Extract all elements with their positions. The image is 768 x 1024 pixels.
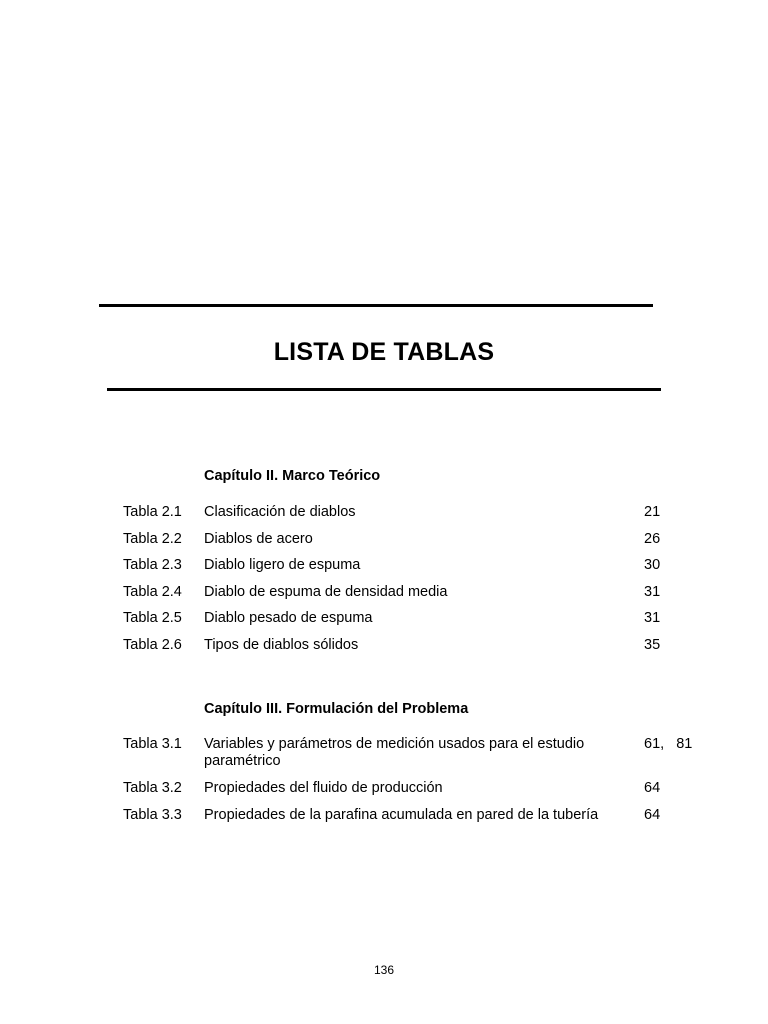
entry-description: Diablo de espuma de densidad media — [204, 584, 448, 600]
entry-description: Variables y parámetros de medición usados para el estudio paramétrico — [204, 736, 585, 769]
entry-page: 30 — [644, 557, 661, 573]
entry-label: Tabla 3.1 — [123, 736, 182, 752]
title-bottom-rule — [107, 388, 661, 391]
entry-page: 64 — [644, 780, 661, 796]
entry-label: Tabla 3.2 — [123, 780, 182, 796]
entry-label: Tabla 2.4 — [123, 584, 182, 600]
entry-label: Tabla 2.3 — [123, 557, 182, 573]
entry-description: Diablo pesado de espuma — [204, 610, 373, 626]
entry-page: 35 — [644, 637, 661, 653]
entry-label: Tabla 3.3 — [123, 807, 182, 823]
entry-description: Diablos de acero — [204, 531, 313, 547]
entry-label: Tabla 2.1 — [123, 504, 182, 520]
chapter-heading: Capítulo II. Marco Teórico — [204, 468, 381, 484]
entry-label: Tabla 2.2 — [123, 531, 182, 547]
entry-label: Tabla 2.5 — [123, 610, 182, 626]
entry-description: Propiedades del fluido de producción — [204, 780, 443, 796]
title-top-rule — [99, 304, 653, 307]
entry-page: 21 — [644, 504, 661, 520]
entry-page: 26 — [644, 531, 661, 547]
chapter-heading: Capítulo III. Formulación del Problema — [204, 701, 469, 717]
entry-page: 61, 81 — [644, 736, 693, 752]
entry-page: 31 — [644, 610, 661, 626]
entry-description: Clasificación de diablos — [204, 504, 356, 520]
entry-label: Tabla 2.6 — [123, 637, 182, 653]
page-title: LISTA DE TABLAS — [273, 338, 495, 366]
entry-description: Tipos de diablos sólidos — [204, 637, 359, 653]
entry-page: 31 — [644, 584, 661, 600]
entry-description: Propiedades de la parafina acumulada en pared de la tubería — [204, 807, 599, 823]
entry-description: Diablo ligero de espuma — [204, 557, 361, 573]
entry-page: 64 — [644, 807, 661, 823]
page-number: 136 — [373, 963, 395, 977]
